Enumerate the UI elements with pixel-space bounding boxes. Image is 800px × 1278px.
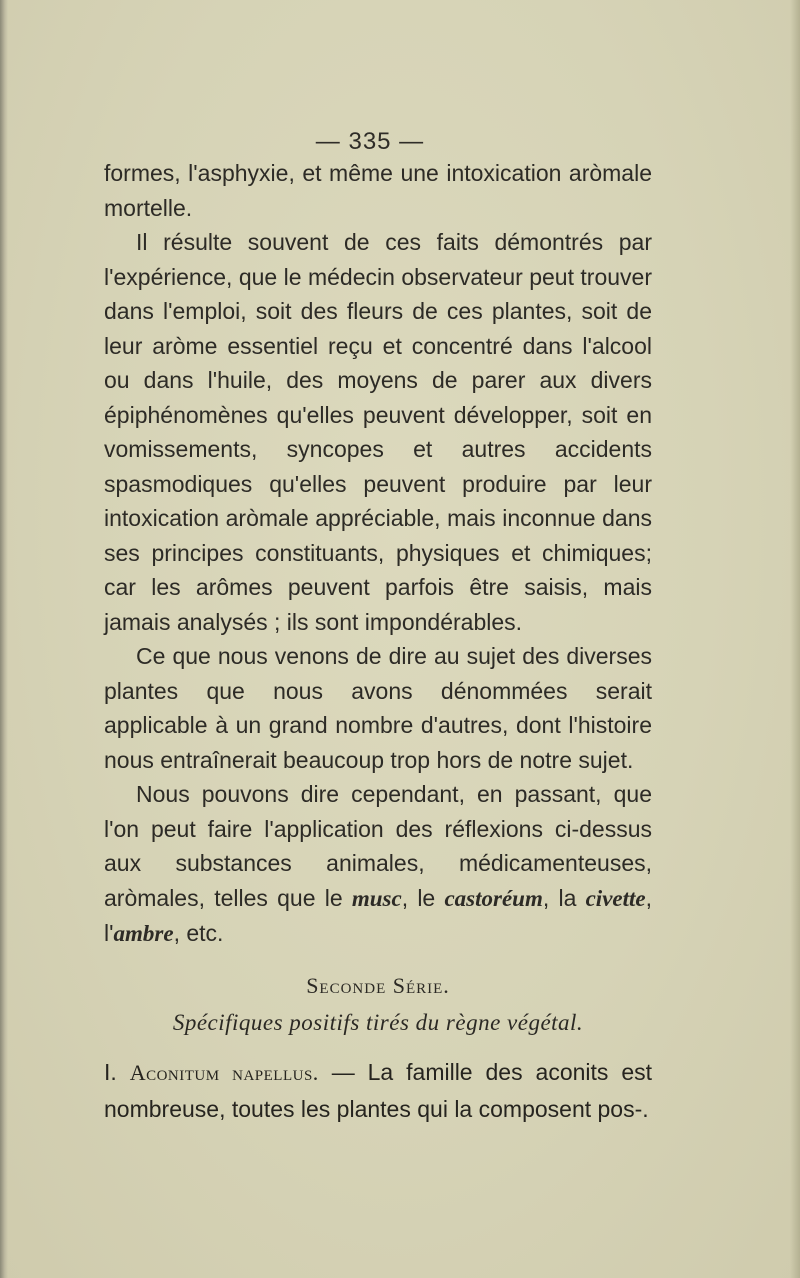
- term-musc: musc: [351, 885, 402, 911]
- separator: , le: [401, 884, 445, 911]
- paragraph-results: Il résulte souvent de ces faits démontrés par l'expérience, que le médecin observateur peut trouver dans l'emploi, soit des fleurs de ces plantes, soit de leur aròme essentiel reçu et concentré dans l'alcool ou dans l'huile, des moyens de parer aux divers épiphénomènes qu'elles peuvent développer, soit en vomissements, syncopes et autres accidents spasmodiques qu'elles peuvent produire par leur intoxication aròmale appréciable, mais inconnue dans ses principes constituants, physiques et chimiques; car les arômes peuvent parfois être saisis, mais jamais analysés ; ils sont impondérables.: [104, 229, 652, 635]
- page-binding-shadow: [0, 0, 8, 1278]
- page-number: — 335 —: [315, 128, 425, 155]
- entry-name: Aconitum napellus.: [129, 1059, 319, 1085]
- body-text: [104, 156, 652, 1127]
- paragraph-tail: , etc.: [173, 920, 224, 946]
- entry-aconitum: [104, 1054, 652, 1127]
- entry-text: — La famille des aconits est nombreuse, toutes les plantes qui la composent pos-.: [104, 1058, 652, 1122]
- separator: , la: [542, 884, 586, 911]
- term-civette: civette: [585, 885, 646, 911]
- term-ambre: ambre: [113, 921, 174, 946]
- term-castoreum: castoréum: [444, 885, 543, 911]
- page-edge-shadow: [790, 0, 800, 1278]
- entry-number: I.: [104, 1058, 117, 1085]
- paragraph-lead: Nous pouvons dire cependant, en passant, que l'on peut faire l'application des réflexions ci-dessus aux substances animales, médicamenteuses, aròmales, telles que le: [104, 781, 652, 911]
- section-subtitle: Spécifiques positifs tirés du règne végétal.: [172, 1009, 584, 1035]
- paragraph-other-plants: Ce que nous venons de dire au sujet des diverses plantes que nous avons dénommées serait applicable à un grand nombre d'autres, dont l'histoire nous entraînerait beaucoup trop hors de notre sujet.: [104, 643, 652, 773]
- separator: , l': [104, 884, 652, 946]
- section-title: Seconde Série.: [306, 972, 450, 998]
- paragraph-continuation: formes, l'asphyxie, et même une intoxication aròmale mortelle.: [104, 160, 652, 221]
- paragraph-animal-substances: [104, 777, 652, 952]
